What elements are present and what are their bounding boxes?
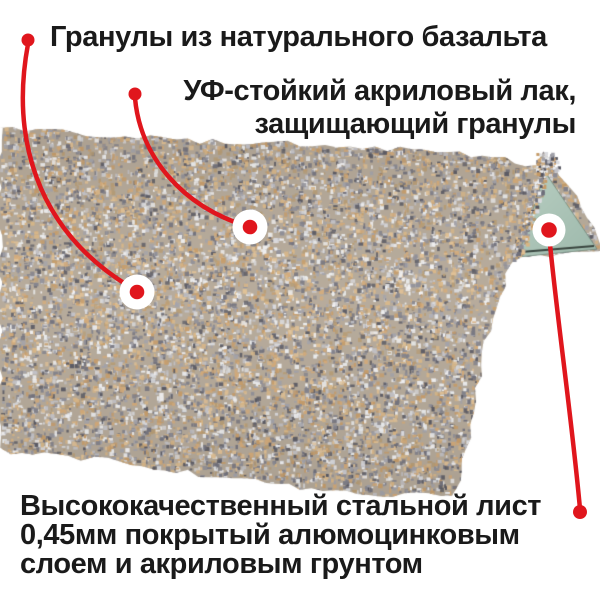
label-granules: Гранулы из натурального базальта [50, 21, 547, 53]
label-lacquer-line1: УФ-стойкий акриловый лак, [183, 75, 576, 107]
label-steel-line2: 0,45мм покрытый алюмоцинковым [20, 519, 520, 551]
marker-dot-lacquer [243, 220, 258, 235]
label-steel [20, 492, 541, 579]
label-lacquer-line2: защищающий гранулы [254, 108, 576, 140]
label-steel-line1: Высококачественный стальной лист [20, 490, 542, 522]
marker-dot-steel [541, 222, 557, 238]
label-dot-steel [573, 505, 587, 519]
callout-line-granules [23, 44, 137, 291]
label-dot-granules [22, 34, 35, 47]
label-dot-lacquer [129, 88, 142, 101]
marker-dot-granules [130, 285, 145, 300]
label-steel-line3: слоем и акриловым грунтом [20, 548, 423, 580]
callout-line-steel [549, 234, 580, 509]
label-lacquer [183, 75, 576, 141]
